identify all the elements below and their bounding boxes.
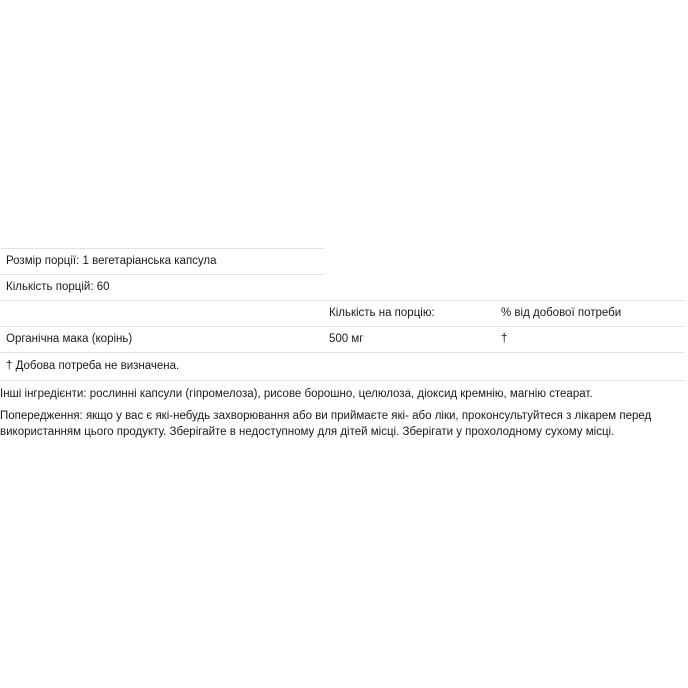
ingredient-name: Органічна мака (корінь) (6, 333, 133, 345)
amount-per-serving-header: Кількість на порцію: (329, 307, 435, 319)
serving-size-row (0, 249, 688, 274)
warning-text: Попередження: якщо у вас є які-небудь захворювання або ви приймаєте які- або ліки, проконсультуйтеся з лікарем перед використанням цього продукту. Зберігайте в недоступному для дітей місці. Зберігати у прохолодному сухому місці. (0, 410, 652, 438)
servings-per-container-row (0, 275, 688, 300)
table-header-row (0, 301, 688, 326)
ingredient-amount: 500 мг (329, 333, 364, 345)
other-ingredients-text: Інші інгредієнти: рослинні капсули (гіпромелоза), рисове борошно, целюлоза, діоксид кремнію, магнію стеарат. (0, 388, 593, 400)
daily-value-header: % від добової потреби (501, 307, 622, 319)
servings-per-container-text: Кількість порцій: 60 (6, 281, 110, 293)
footnote-text: † Добова потреба не визначена. (6, 360, 180, 372)
supplement-facts-panel (0, 248, 688, 381)
footnote-row (0, 353, 688, 380)
ingredient-daily-value: † (501, 333, 508, 345)
divider (0, 380, 684, 381)
serving-size-text: Розмір порції: 1 вегетаріанська капсула (6, 255, 217, 267)
table-row (0, 327, 688, 352)
